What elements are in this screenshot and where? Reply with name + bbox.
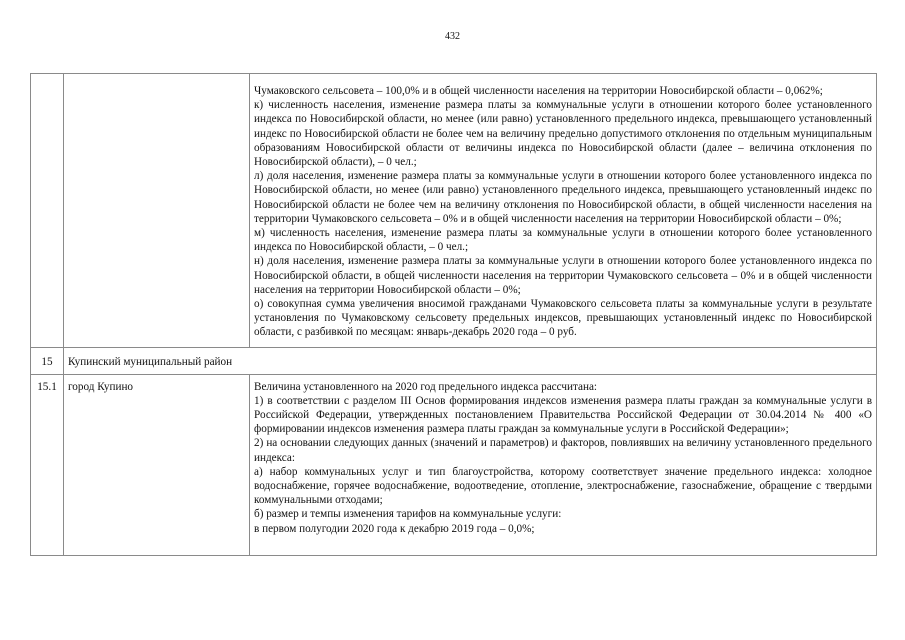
paragraph: Чумаковского сельсовета – 100,0% и в общей численности населения на территории Новосибирской области – 0,062%; [254, 85, 823, 97]
table-row [31, 347, 877, 374]
row-content-cell [250, 374, 877, 555]
paragraph: о) совокупная сумма увеличения вносимой гражданами Чумаковского сельсовета платы за коммунальные услуги в результате установления по Чумаковскому сельсовету предельных индексов, превышающих установленный индекс по Новосибирской области, с разбивкой по месяцам: январь-декабрь 2020 года – 0 руб. [254, 298, 872, 339]
paragraph: 2) на основании следующих данных (значений и параметров) и факторов, повлиявших на величину установленного предельного индекса: [254, 437, 872, 464]
row-content-cell [250, 74, 877, 348]
paragraph: в первом полугодии 2020 года к декабрю 2019 года – 0,0%; [254, 522, 535, 535]
paragraph: м) численность населения, изменение размера платы за коммунальные услуги в отношении которого более установленного индекса по Новосибирской области, – 0 чел.; [254, 227, 872, 254]
paragraph: к) численность населения, изменение размера платы за коммунальные услуги в отношении которого более установленного индекса по Новосибирской области, но менее (или равно) установленного предельного индекса, превышающего установленный индекс по Новосибирской области не более чем на величину предельно допустимого отклонения по отдельным муниципальным образованиям Новосибирской области от величины индекса по Новосибирской области (далее – величина отклонения по Новосибирской области), – 0 чел.; [254, 99, 872, 169]
paragraph: н) доля населения, изменение размера платы за коммунальные услуги в отношении которого более установленного индекса по Новосибирской области, в общей численности населения на территории Чумаковского сельсовета – 0% и в общей численности населения на территории Новосибирской области – 0%; [254, 255, 872, 296]
document-table [30, 73, 877, 556]
paragraph: 1) в соответствии с разделом III Основ формирования индексов изменения размера платы граждан за коммунальные услуги в Российской Федерации, утвержденных постановлением Правительства Российской Федерации от 30.04.2014 № 400 «О формировании индексов изменения размера платы граждан за коммунальные услуги в Российской Федерации»; [254, 394, 872, 436]
row-name-cell [64, 74, 250, 348]
table-row [31, 374, 877, 555]
row-number-cell: 15.1 [31, 374, 64, 555]
row-number-cell: 15 [31, 347, 64, 374]
paragraph: л) доля населения, изменение размера платы за коммунальные услуги в отношении которого более установленного индекса по Новосибирской области, но менее (или равно) установленного предельного индекса, превышающего установленный индекс по Новосибирской области не более чем на величину отклонения по Новосибирской области, в общей численности населения на территории Чумаковского сельсовета – 0% и в общей численности населения на территории Новосибирской области – 0%; [254, 170, 872, 225]
row-number-cell [31, 74, 64, 348]
paragraph: Величина установленного на 2020 год предельного индекса рассчитана: [254, 380, 598, 393]
paragraph: а) набор коммунальных услуг и тип благоустройства, которому соответствует значение предельного индекса: холодное водоснабжение, горячее водоснабжение, водоотведение, отопление, электроснабжение, газоснабжение, обращение с твердыми коммунальными отходами; [254, 465, 872, 507]
district-name-cell: Купинский муниципальный район [64, 347, 877, 374]
page-number: 432 [445, 31, 460, 42]
table-row [31, 74, 877, 348]
paragraph: б) размер и темпы изменения тарифов на коммунальные услуги: [254, 508, 562, 521]
row-name-cell: город Купино [64, 374, 250, 555]
